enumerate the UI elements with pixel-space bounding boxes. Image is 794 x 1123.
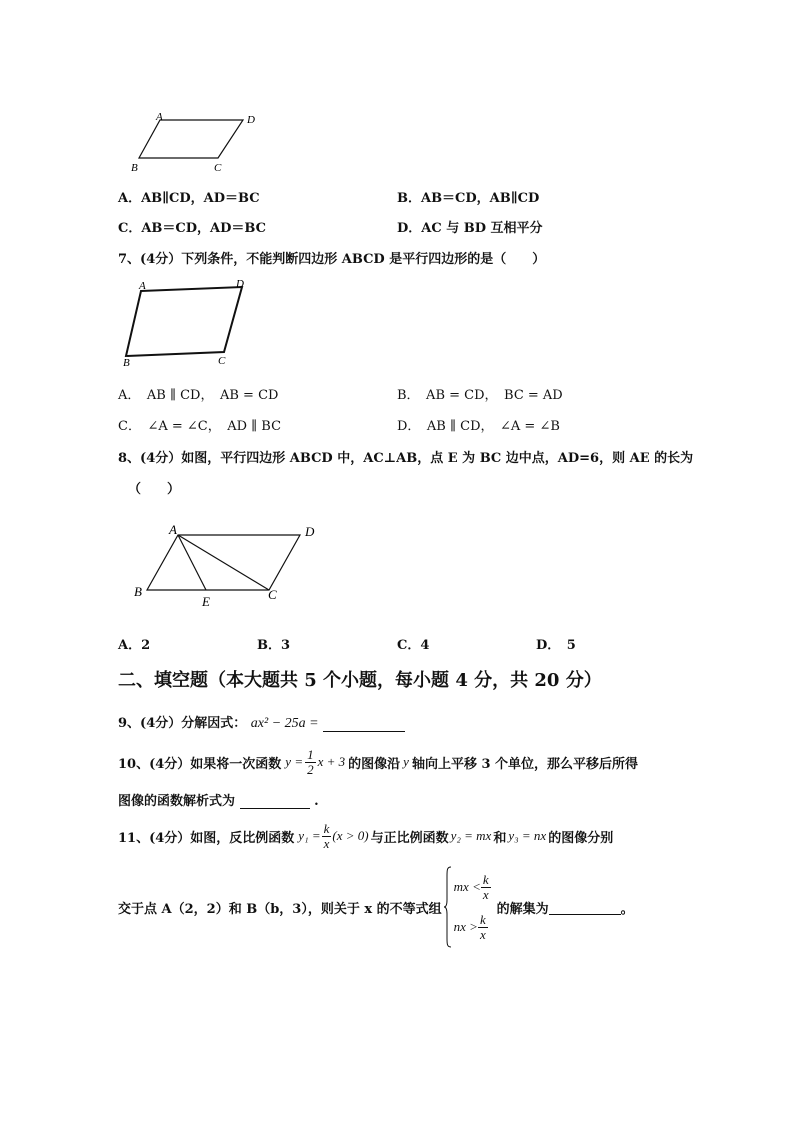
q11-y1: y₁ = — [298, 828, 321, 843]
q7-parallelogram-figure — [118, 277, 258, 369]
q7-stem: 7、(4分）下列条件，不能判断四边形 ABCD 是平行四边形的是（ ） — [118, 252, 546, 267]
q6-label-c: C — [214, 162, 222, 174]
q7-option-b: B． AB = CD， BC = AD — [397, 388, 563, 403]
q10-line2-text: 图像的函数解析式为 — [118, 794, 236, 809]
q11-line2-end: 。 — [620, 901, 634, 917]
q7-label-b: B — [123, 357, 130, 369]
q11-left-brace-icon — [444, 866, 452, 948]
q11-condition: (x > 0) — [332, 828, 369, 843]
q6-option-b: B．AB＝CD，AB∥CD — [397, 191, 540, 206]
q11-inequality-1 — [454, 867, 491, 907]
q11-prefix: 11、(4分）如图，反比例函数 — [118, 830, 295, 846]
q7-parallelogram-shape — [126, 287, 242, 356]
q10-line2-end: . — [314, 794, 319, 809]
q11-ineq2-left: nx > — [453, 919, 478, 934]
q7-label-c: C — [218, 355, 226, 367]
q10-suffix: 轴向上平移 3 个单位，那么平移后所得 — [411, 756, 639, 772]
q10-line-1 — [118, 744, 638, 780]
q6-option-a: A．AB∥CD，AD＝BC — [118, 191, 260, 206]
q11-frac-x: x — [323, 835, 330, 851]
q6-label-a: A — [156, 111, 163, 123]
q11-ineq2-x: x — [479, 926, 486, 942]
q6-label-b: B — [131, 162, 138, 174]
q8-stem-continued: （ ） — [128, 482, 181, 497]
q8-label-d: D — [305, 524, 315, 539]
q10-mid: 的图像沿 — [348, 756, 401, 772]
q10-func-y: y = — [285, 754, 304, 769]
q6-parallelogram-shape — [139, 120, 243, 158]
q11-ineq2-fraction — [478, 913, 488, 942]
q11-mid: 与正比例函数 — [370, 830, 449, 846]
q6-parallelogram-figure — [128, 110, 268, 178]
q7-label-d: D — [236, 278, 244, 290]
q11-inequality-2 — [454, 907, 491, 947]
q8-stem: 8、(4分）如图，平行四边形 ABCD 中，AC⊥AB，点 E 为 BC 边中点，AD=6，则 AE 的长为 — [118, 451, 694, 466]
q8-label-e: E — [202, 594, 210, 609]
q11-ineq2-k: k — [479, 911, 486, 927]
q8-option-c: C．4 — [397, 638, 430, 653]
q11-frac-k: k — [323, 820, 330, 836]
q7-label-a: A — [139, 280, 146, 292]
q7-option-c: C． ∠A = ∠C， AD ∥ BC — [118, 419, 282, 434]
q11-inequality-system — [444, 866, 491, 948]
q11-ineq1-k: k — [482, 871, 489, 887]
q11-suffix: 的图像分别 — [548, 830, 614, 846]
q8-label-b: B — [134, 584, 142, 599]
q8-label-a: A — [169, 522, 177, 537]
q10-axis: y — [403, 754, 409, 769]
section-2-title: 二、填空题（本大题共 5 个小题，每小题 4 分，共 20 分） — [118, 670, 602, 691]
q11-ineq1-fraction — [481, 873, 491, 902]
q10-frac-numerator: 1 — [307, 746, 314, 762]
q10-line-2 — [118, 790, 319, 809]
q11-y2: y₂ = mx — [450, 828, 492, 843]
q8-parallelogram-figure — [128, 520, 328, 610]
q7-option-d: D． AB ∥ CD， ∠A = ∠B — [397, 419, 560, 434]
q10-func-tail: x + 3 — [317, 754, 346, 769]
q11-fraction — [322, 822, 332, 851]
q11-ineq1-x: x — [482, 886, 489, 902]
q11-line-2 — [118, 864, 634, 950]
q8-option-a: A．2 — [118, 638, 151, 653]
q10-answer-blank[interactable] — [240, 794, 310, 809]
q11-line-1 — [118, 816, 613, 856]
q8-option-b: B．3 — [257, 638, 291, 653]
q10-prefix: 10、(4分）如果将一次函数 — [118, 756, 282, 772]
q10-fraction — [305, 748, 316, 777]
q11-line2-prefix: 交于点 A（2，2）和 B（b，3），则关于 x 的不等式组 — [118, 901, 442, 917]
q9-question — [118, 712, 405, 732]
q11-line2-suffix: 的解集为 — [496, 901, 549, 917]
q8-label-c: C — [268, 587, 277, 602]
q11-ineq1-left: mx < — [453, 879, 481, 894]
q9-prefix: 9、(4分）分解因式： — [118, 716, 247, 731]
q11-inequalities — [454, 867, 491, 947]
q6-option-d: D．AC 与 BD 互相平分 — [397, 221, 543, 236]
q10-frac-denominator: 2 — [307, 761, 314, 777]
q6-label-d: D — [247, 114, 255, 126]
q8-option-d: D． 5 — [536, 638, 576, 653]
q9-answer-blank[interactable] — [323, 717, 405, 732]
q11-answer-blank[interactable] — [549, 900, 621, 915]
q7-option-a: A． AB ∥ CD， AB = CD — [118, 388, 279, 403]
q11-and: 和 — [493, 830, 507, 846]
q11-y3: y₃ = nx — [508, 828, 547, 843]
q9-expression: ax² − 25a = — [250, 716, 319, 731]
q6-option-c: C．AB＝CD，AD＝BC — [118, 221, 266, 236]
